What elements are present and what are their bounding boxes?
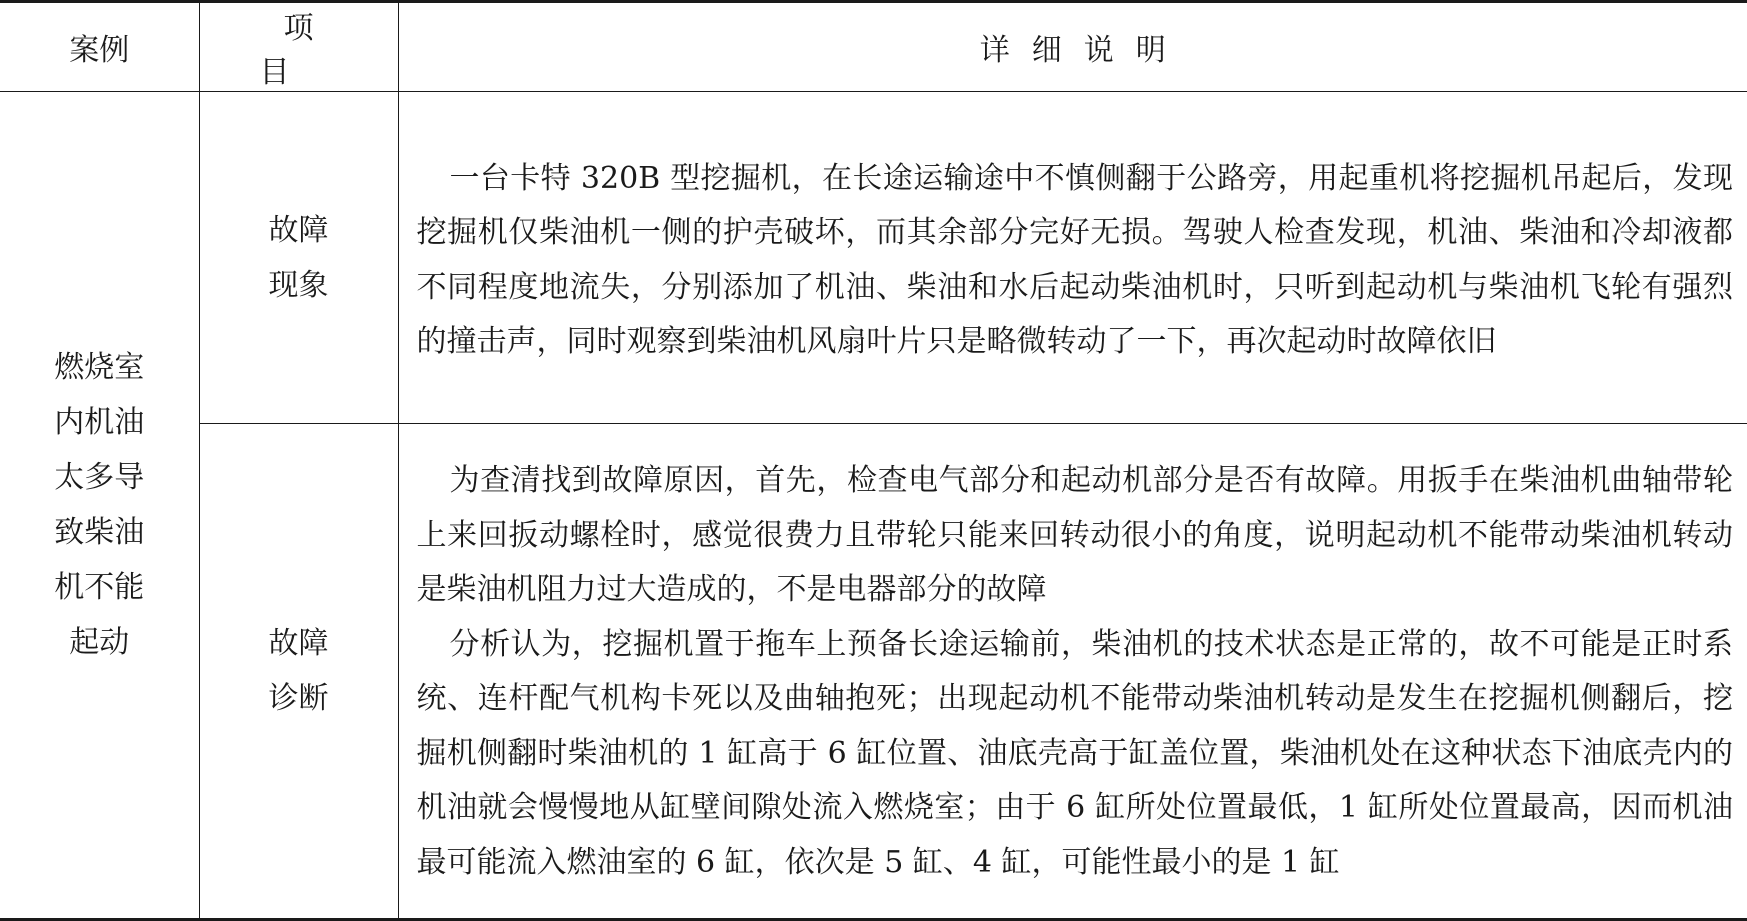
case-name: 燃烧室内机油太多导致柴油机不能起动 [54,350,145,660]
header-item [199,2,398,92]
item-label-symptom: 故障现象 [268,212,329,303]
header-case [0,2,199,92]
table-header-row [0,2,1747,92]
detail-paragraph: 分析认为，挖掘机置于拖车上预备长途运输前，柴油机的技术状态是正常的，故不可能是正时系统、连杆配气机构卡死以及曲轴抱死；出现起动机不能带动柴油机转动是发生在挖掘机侧翻后，挖掘机侧翻时柴油机的 1 缸高于 6 缸位置、油底壳高于缸盖位置，柴油机处在这种状态下油底壳内的机油就会慢慢地从缸壁间隙处流入燃烧室；由于 6 缸所处位置最低，1 缸所处位置最高，因而机油最可能流入燃油室的 6 缸，依次是 5 缸、4 缸，可能性最小的是 1 缸 [416,626,1733,880]
table-row-diagnosis [0,424,1747,920]
table-row-symptom [0,92,1747,424]
item-label-diagnosis: 故障诊断 [268,626,329,716]
item-cell-symptom [199,92,398,424]
header-case-label: 案例 [69,33,130,68]
item-cell-diagnosis [199,424,398,920]
header-item-label: 项目 [259,11,362,90]
detail-cell-symptom [398,92,1747,424]
detail-cell-diagnosis [398,424,1747,920]
case-name-cell [0,92,199,920]
header-detail-label: 详细说明 [979,33,1188,68]
detail-paragraph: 一台卡特 320B 型挖掘机，在长途运输途中不慎侧翻于公路旁，用起重机将挖掘机吊起后，发现挖掘机仅柴油机一侧的护壳破坏，而其余部分完好无损。驾驶人检查发现，机油、柴油和冷却液都不同程度地流失，分别添加了机油、柴油和水后起动柴油机时，只听到起动机与柴油机飞轮有强烈的撞击声，同时观察到柴油机风扇叶片只是略微转动了一下，再次起动时故障依旧 [416,160,1733,359]
header-detail [398,2,1747,92]
detail-paragraph: 为查清找到故障原因，首先，检查电气部分和起动机部分是否有故障。用扳手在柴油机曲轴带轮上来回扳动螺栓时，感觉很费力且带轮只能来回转动很小的角度，说明起动机不能带动柴油机转动是柴油机阻力过大造成的，不是电器部分的故障 [416,463,1733,607]
